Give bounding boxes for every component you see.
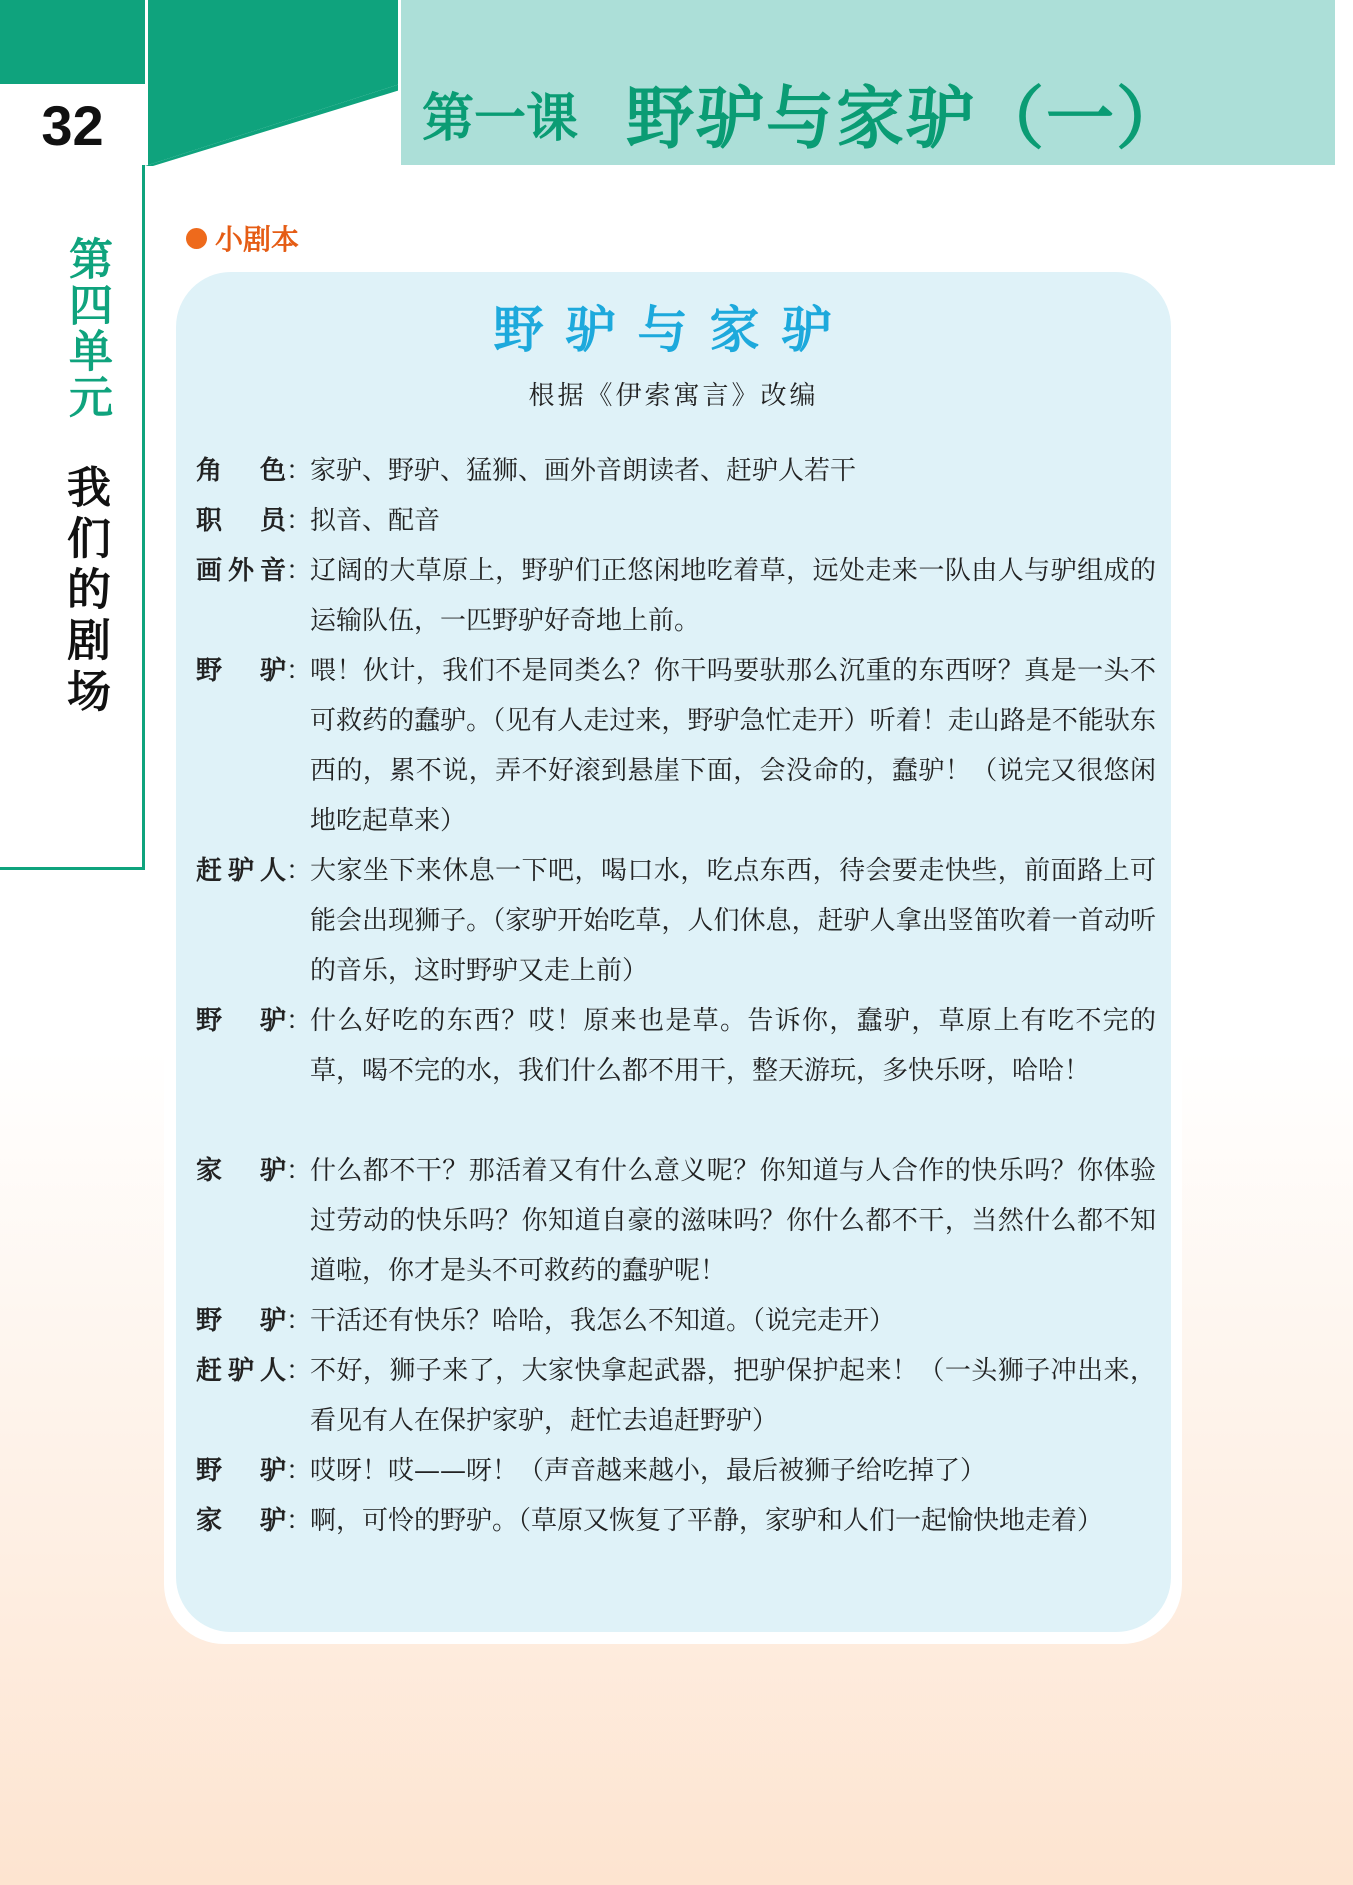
speaker-name: 角 色 [196, 456, 286, 486]
speaker-colon: ： [286, 1306, 313, 1336]
speech-text: 什么都不干？那活着又有什么意义呢？你知道与人合作的快乐吗？你体验过劳动的快乐吗？你知道自豪的滋味吗？你什么都不干，当然什么都不知道啦，你才是头不可救药的蠢驴呢！ [310, 1156, 1156, 1286]
speaker-colon: ： [286, 1456, 313, 1486]
header-divider [145, 0, 148, 165]
header-corner-block [0, 0, 145, 84]
speaker-name: 家 驴 [196, 1156, 286, 1186]
speech-text: 家驴、野驴、猛狮、画外音朗读者、赶驴人若干 [310, 456, 857, 486]
speaker-colon: ： [286, 556, 313, 586]
speaker-name: 野 驴 [196, 1456, 286, 1486]
play-title: 野驴与家驴 [493, 301, 854, 359]
page-number: 32 [41, 93, 104, 157]
speaker-name: 画 外 音 [196, 556, 286, 586]
speech-text: 拟音、配音 [310, 506, 441, 536]
speaker-colon: ： [286, 506, 313, 536]
speech-text: 喂！伙计，我们不是同类么？你干吗要驮那么沉重的东西呀？真是一头不可救药的蠢驴。（见有人走过来，野驴急忙走开）听着！走山路是不能驮东西的，累不说，弄不好滚到悬崖下面，会没命的，蠢驴！（说完又很悠闲地吃起草来） [310, 656, 1156, 836]
header-teal-band-top [400, 0, 1335, 62]
lesson-name: 野驴与家驴（一） [626, 80, 1187, 159]
speaker-colon: ： [286, 656, 313, 686]
lesson-title [422, 62, 1186, 165]
speaker-name: 家 驴 [196, 1506, 286, 1536]
speech-text: 干活还有快乐？哈哈，我怎么不知道。（说完走开） [310, 1306, 896, 1336]
speech-text: 辽阔的大草原上，野驴们正悠闲地吃着草，远处走来一队由人与驴组成的运输队伍，一匹野驴好奇地上前。 [310, 556, 1156, 636]
unit-number: 第四单元 [61, 236, 112, 420]
speaker-colon: ： [286, 856, 313, 886]
header-divider [398, 0, 401, 165]
bullet-dot-icon [186, 228, 207, 249]
speaker-name: 野 驴 [196, 1006, 286, 1036]
speaker-name: 职 员 [196, 506, 286, 536]
speech-text: 大家坐下来休息一下吧，喝口水，吃点东西，待会要走快些，前面路上可能会出现狮子。（家驴开始吃草，人们休息，赶驴人拿出竖笛吹着一首动听的音乐，这时野驴又走上前） [310, 856, 1156, 986]
speaker-name: 赶 驴 人 [196, 1356, 286, 1386]
speaker-name: 赶 驴 人 [196, 856, 286, 886]
unit-name: 我们的剧场 [59, 464, 110, 719]
sidebar-border [0, 867, 145, 870]
section-heading [186, 218, 299, 258]
sidebar-border [142, 165, 145, 870]
speaker-name: 野 驴 [196, 1306, 286, 1336]
play-source: 根据《伊索寓言》改编 [528, 381, 819, 411]
lesson-label: 第一课 [422, 89, 579, 149]
speaker-colon: ： [286, 456, 313, 486]
speaker-colon: ： [286, 1356, 313, 1386]
speech-text: 哎呀！哎——呀！（声音越来越小，最后被狮子给吃掉了） [310, 1456, 987, 1486]
speech-text: 啊，可怜的野驴。（草原又恢复了平静，家驴和人们一起愉快地走着） [310, 1506, 1104, 1536]
speaker-name: 野 驴 [196, 656, 286, 686]
speech-text: 什么好吃的东西？哎！原来也是草。告诉你，蠢驴，草原上有吃不完的草，喝不完的水，我们什么都不用干，整天游玩，多快乐呀，哈哈！ [310, 1006, 1156, 1086]
speaker-colon: ： [286, 1506, 313, 1536]
section-label: 小剧本 [215, 223, 300, 256]
header-diagonal-shape [145, 84, 400, 166]
speaker-colon: ： [286, 1156, 313, 1186]
speech-text: 不好，狮子来了，大家快拿起武器，把驴保护起来！（一头狮子冲出来，看见有人在保护家驴，赶忙去追赶野驴） [310, 1356, 1156, 1436]
speaker-colon: ： [286, 1006, 313, 1036]
